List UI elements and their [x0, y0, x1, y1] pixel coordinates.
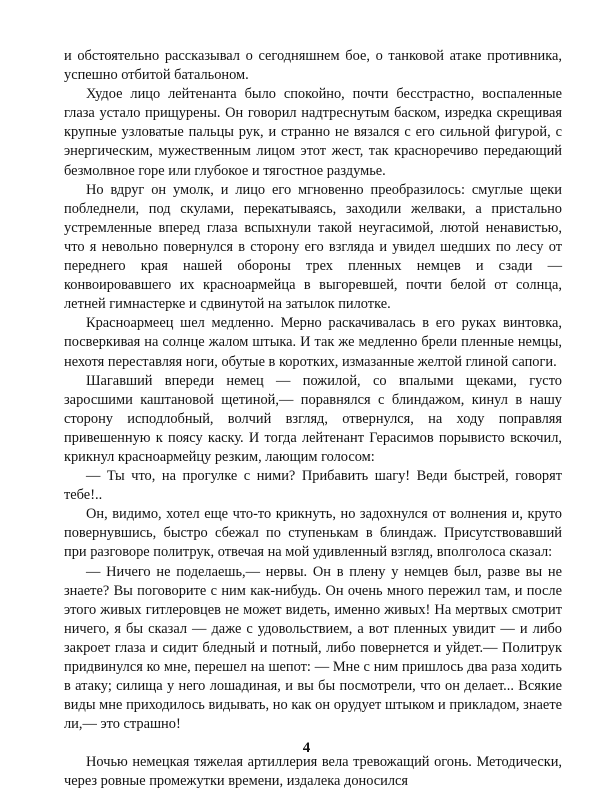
paragraph: Шагавший впереди немец — пожилой, со впалыми щеками, густо заросшими каштановой щетиной,— поравнялся с блиндажом, кинул в нашу сторону исподлобный, волчий взгляд, отвернулся, на ходу поправляя привешенную к поясу каску. И тогда лейтенант Герасимов порывисто вскочил, крикнул красноармейцу резким, лающим голосом:: [64, 372, 562, 465]
paragraph: Красноармеец шел медленно. Мерно раскачивалась в его руках винтовка, посверкивая на солнце жалом штыка. И так же медленно брели пленные немцы, нехотя переставляя ноги, обутые в коротких, измазанные желтой глиной сапоги.: [64, 315, 562, 370]
page-number: 4: [302, 740, 311, 756]
section-paragraph: Ночью немецкая тяжелая артиллерия вела тревожащий огонь. Методически, через ровные промежутки времени, издалека доносился: [64, 754, 562, 790]
dialogue-paragraph: — Ничего не поделаешь,— нервы. Он в плену у немцев был, разве вы не знаете? Вы поговорите с ним как-нибудь. Он очень много пережил там, и после этого живых гитлеровцев не может видеть, именно живых! На мертвых смотрит ничего, я бы сказал — даже с удовольствием, а вот пленных увидит — и либо закроет глаза и сидит бледный и потный, либо повернется и уйдет.— Политрук придвинулся ко мне, перешел на шепот: — Мне с ним пришлось два раза ходить в атаку; силища у него лошадиная, и вы бы посмотрели, что он делает... Всякие виды мне приходилось видывать, но как он орудует штыком и прикладом, знаете ли,— это страшно!: [64, 563, 562, 733]
paragraph: Но вдруг он умолк, и лицо его мгновенно преобразилось: смуглые щеки побледнели, под скулами, перекатываясь, заходили желваки, а пристально устремленные вперед глаза вспыхнули такой неугасимой, лютой ненавистью, что я невольно повернулся в сторону его взгляда и увидел шедших по лесу от переднего края нашей обороны трех пленных немцев и сзади — конвоировавшего их красноармейца в выгоревшей, почти белой от солнца, летней гимнастерке и сдвинутой на затылок пилотке.: [64, 181, 562, 313]
paragraph: Худое лицо лейтенанта было спокойно, почти бесстрастно, воспаленные глаза устало прищурены. Он говорил надтреснутым баском, изредка скрещивая крупные узловатые пальцы рук, и странно не вязался с его сильной фигурой, с энергическим, мужественным лицом этот жест, так красноречиво передающий безмолвное горе или глубокое и тягостное раздумье.: [64, 86, 562, 179]
paragraph-continuation: и обстоятельно рассказывал о сегодняшнем бое, о танковой атаке противника, успешно отбитой батальоном.: [64, 48, 562, 84]
dialogue-paragraph: — Ты что, на прогулке с ними? Прибавить шагу! Веди быстрей, говорят тебе!..: [64, 468, 562, 504]
paragraph: Он, видимо, хотел еще что-то крикнуть, но задохнулся от волнения и, круто повернувшись, быстро сбежал по ступенькам в блиндаж. Присутствовавший при разговоре политрук, отвечая на мой удивленный взгляд, вполголоса сказал:: [64, 506, 562, 561]
body-text: [64, 47, 562, 792]
